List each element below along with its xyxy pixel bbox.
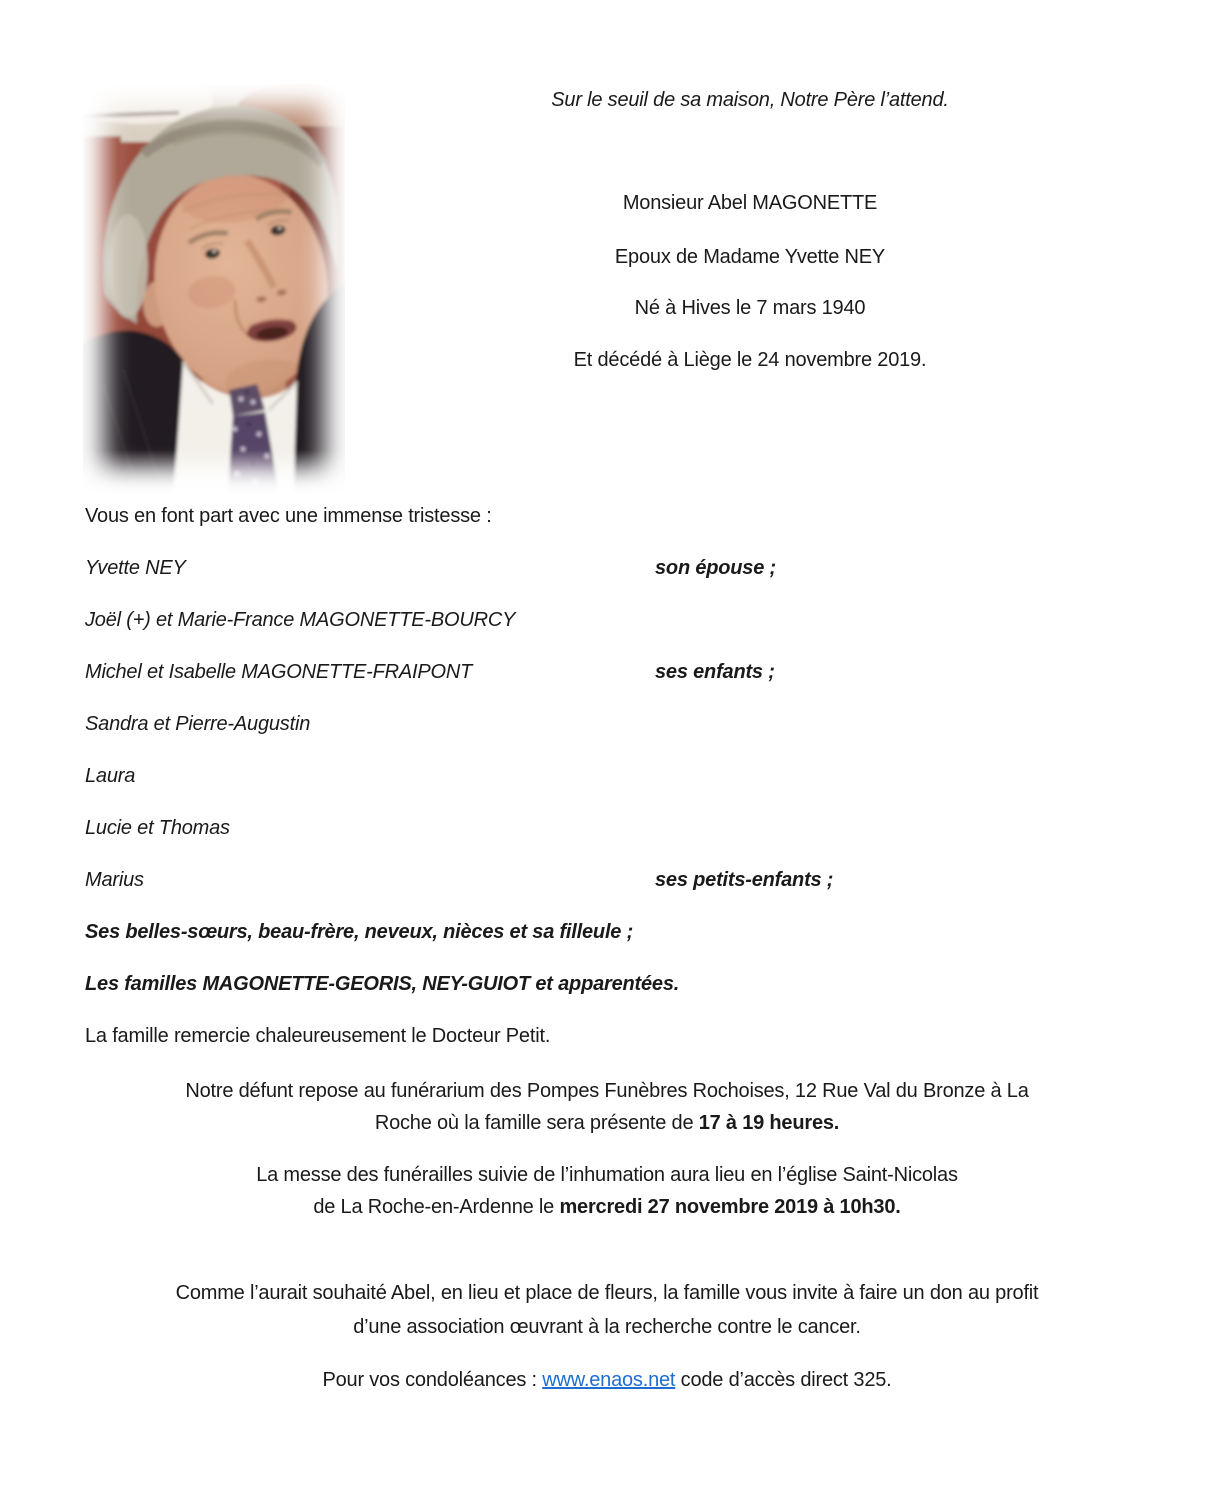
mass-line1: La messe des funérailles suivie de l’inhumation aura lieu en l’église Saint-Nicolas	[256, 1164, 958, 1186]
condolences-link[interactable]: www.enaos.net	[542, 1369, 676, 1391]
deceased-name: Monsieur Abel MAGONETTE	[622, 192, 878, 214]
thanks-line: La famille remercie chaleureusement le Docteur Petit.	[85, 1025, 551, 1047]
family-row	[85, 607, 1174, 633]
mass-line2	[0, 1194, 1214, 1220]
condolences-prefix: Pour vos condoléances :	[322, 1369, 543, 1391]
relation-label: ses enfants ;	[655, 661, 775, 683]
family-member-name: Laura	[85, 765, 136, 787]
condolences-line	[0, 1367, 1214, 1393]
family-row	[85, 659, 1174, 685]
relatives-line: Ses belles-sœurs, beau-frère, neveux, nièces et sa filleule ;	[85, 921, 634, 943]
family-row	[85, 867, 1174, 893]
portrait-photo	[83, 84, 345, 496]
mass-date-time: mercredi 27 novembre 2019 à 10h30.	[559, 1196, 901, 1218]
spouse-line: Epoux de Madame Yvette NEY	[614, 246, 886, 268]
family-row	[85, 711, 1174, 737]
relation-label: son épouse ;	[655, 557, 776, 579]
repose-line2-text: Roche où la famille sera présente de	[374, 1112, 699, 1134]
announcement-intro: Vous en font part avec une immense tristesse :	[85, 505, 492, 527]
family-row	[85, 815, 1174, 841]
family-member-name: Marius	[85, 869, 144, 891]
relation-label: ses petits-enfants ;	[655, 869, 834, 891]
condolences-suffix: code d’accès direct 325.	[675, 1369, 892, 1391]
donation-line2: d’une association œuvrant à la recherche contre le cancer.	[353, 1316, 861, 1338]
man-portrait-image	[83, 84, 345, 496]
family-member-name: Lucie et Thomas	[85, 817, 230, 839]
family-member-name: Joël (+) et Marie-France MAGONETTE-BOURCY	[85, 609, 516, 631]
donation-line1: Comme l’aurait souhaité Abel, en lieu et place de fleurs, la famille vous invite à faire un don au profit	[175, 1282, 1039, 1304]
repose-line1: Notre défunt repose au funérarium des Pompes Funèbres Rochoises, 12 Rue Val du Bronze à La	[185, 1080, 1029, 1102]
family-row	[85, 555, 1174, 581]
opening-quote: Sur le seuil de sa maison, Notre Père l’attend.	[551, 89, 949, 111]
family-member-name: Yvette NEY	[85, 557, 186, 579]
mass-line2-text: de La Roche-en-Ardenne le	[313, 1196, 560, 1218]
family-row	[85, 763, 1174, 789]
death-line: Et décédé à Liège le 24 novembre 2019.	[573, 349, 927, 371]
birth-line: Né à Hives le 7 mars 1940	[634, 297, 866, 319]
visiting-hours: 17 à 19 heures.	[698, 1112, 840, 1134]
repose-line2	[0, 1110, 1214, 1136]
family-member-name: Michel et Isabelle MAGONETTE-FRAIPONT	[85, 661, 473, 683]
family-member-name: Sandra et Pierre-Augustin	[85, 713, 311, 735]
families-line: Les familles MAGONETTE-GEORIS, NEY-GUIOT et apparentées.	[85, 973, 680, 995]
